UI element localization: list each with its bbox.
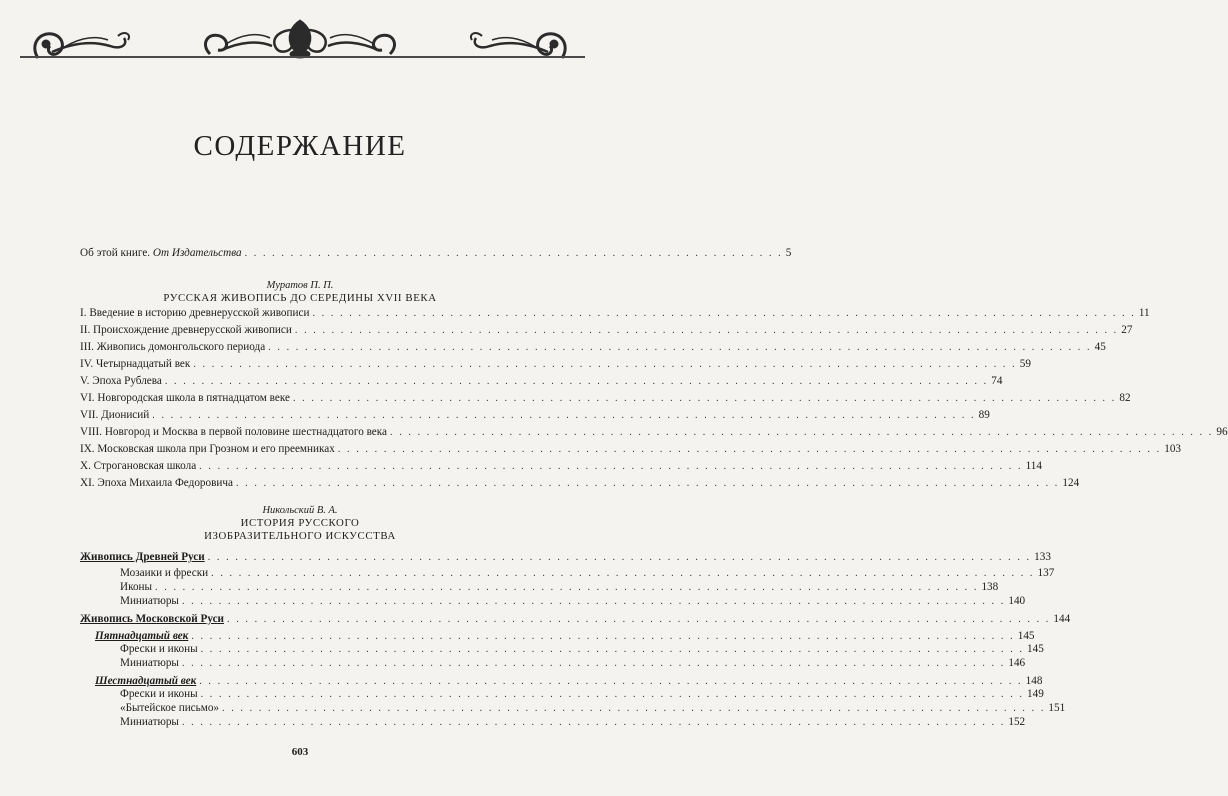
- toc-entry-page: 144: [1053, 613, 1071, 625]
- toc-entry-label: VI. Новгородская школа в пятнадцатом веке: [80, 392, 290, 404]
- toc-entry-page: 145: [1017, 630, 1035, 642]
- toc-entry-page: 133: [1034, 551, 1051, 563]
- leader-dots: . . . . . . . . . . . . . . . . . . . . . . . . . . . . . . . . . . . . . . . . . . . . . . . . . . . . . . . . . . . . . . . . . . . . . . . . . . . . . . . . . . . . . . . . . .: [199, 461, 1023, 472]
- page-number: 603: [291, 746, 309, 758]
- toc-entry-label: Об этой книге. От Издательства: [80, 247, 242, 259]
- toc-entry: [80, 357, 1031, 372]
- toc-entry: [120, 594, 1026, 609]
- page-title: СОДЕРЖАНИЕ: [193, 130, 407, 162]
- toc-entry: [120, 715, 1026, 730]
- toc-entry: [80, 374, 1003, 389]
- toc-entry-label: Миниатюры: [120, 657, 179, 669]
- toc-entry-label: Миниатюры: [120, 595, 179, 607]
- toc-group-heading: [80, 550, 1051, 565]
- toc-entry-page: 151: [1048, 702, 1066, 714]
- toc-entry-page: 96: [1216, 426, 1228, 438]
- leader-dots: . . . . . . . . . . . . . . . . . . . . . . . . . . . . . . . . . . . . . . . . . . . . . . . . . . . . . . . . . . . . . . . . . . . . . . . . . . . . . . . . . . . . . . . . . .: [193, 359, 1017, 370]
- toc-entry-page: 148: [1025, 675, 1043, 687]
- toc-entry: [120, 656, 1026, 671]
- leader-dots: . . . . . . . . . . . . . . . . . . . . . . . . . . . . . . . . . . . . . . . . . . . . . . . . . . . . . . . . . . . . . . . . . . . . . . . . . . . . . . . . . . . . . . . . . .: [200, 644, 1025, 655]
- section1-title: РУССКАЯ ЖИВОПИСЬ ДО СЕРЕДИНЫ XVII ВЕКА: [163, 292, 437, 304]
- toc-entry-label: Живопись Древней Руси: [80, 551, 205, 563]
- leader-dots: . . . . . . . . . . . . . . . . . . . . . . . . . . . . . . . . . . . . . . . . . . . . . . . . . . . . . . . . . . . . . . . . . . . . . . . . . . . . . . . . . . . . . . . . . .: [181, 596, 1006, 607]
- toc-entry-page: 11: [1138, 307, 1150, 319]
- leader-dots: . . . . . . . . . . . . . . . . . . . . . . . . . . . . . . . . . . . . . . . . . . . . . . . . . . . . . . . . . . . . . . . . . . . . . . . . . . . . . . . . . . . . . . . . . .: [227, 614, 1051, 625]
- toc-entry: [80, 323, 1133, 338]
- toc-entry-page: 137: [1037, 567, 1055, 579]
- toc-entry-label: X. Строгановская школа: [80, 460, 197, 472]
- toc-entry-page: 45: [1094, 341, 1106, 353]
- toc-entry-label: VIII. Новгород и Москва в первой половине шестнадцатого века: [80, 426, 387, 438]
- leader-dots: . . . . . . . . . . . . . . . . . . . . . . . . . . . . . . . . . . . . . . . . . . . . . . . . . . . . . . . . . . . . . . . . . . . . . . . . . . . . . . . . . . . . . . . . . .: [155, 582, 979, 593]
- toc-entry-intro: [80, 246, 792, 261]
- toc-entry-page: 138: [981, 581, 999, 593]
- toc-entry-page: 82: [1119, 392, 1131, 404]
- toc-entry-page: 146: [1008, 657, 1026, 669]
- toc-entry-label: Иконы: [120, 581, 153, 593]
- leader-dots: . . . . . . . . . . . . . . . . . . . . . . . . . . . . . . . . . . . . . . . . . . . . . . . . . . . . . . . . . . . . . . . . . . . . . . . . . . . . . . . . . . . . . . . . . .: [200, 689, 1025, 700]
- toc-entry: [120, 687, 1044, 702]
- section1-author: Муратов П. П.: [266, 280, 334, 291]
- leader-dots: . . . . . . . . . . . . . . . . . . . . . . . . . . . . . . . . . . . . . . . . . . . . . . . . . . . . . . . . . . . . . . . . . . . . . . . . . . . . . . . . . . . . . . . . . .: [181, 658, 1006, 669]
- leader-dots: . . . . . . . . . . . . . . . . . . . . . . . . . . . . . . . . . . . . . . . . . . . . . . . . . . . . . . . . . . . . . . . . . . . . . . . . . . . . . . . . . . . . . . . . . .: [207, 552, 1032, 563]
- toc-entry-page: 124: [1062, 477, 1080, 489]
- toc-entry: [120, 642, 1044, 657]
- toc-entry: [80, 340, 1106, 355]
- leader-dots: . . . . . . . . . . . . . . . . . . . . . . . . . . . . . . . . . . . . . . . . . . . . . . . . . . . . . . . . . . . . . . . . . . . . . . . . . . . . . . . . . . . . . . . . . .: [152, 410, 976, 421]
- toc-entry-label: Фрески и иконы: [120, 688, 198, 700]
- leader-dots: . . . . . . . . . . . . . . . . . . . . . . . . . . . . . . . . . . . . . . . . . . . . . . . . . . . . . . . . . . . . . . . . . . . . . . . . . . . . . . . . . . . . . . . . . .: [312, 308, 1136, 319]
- leader-dots: . . . . . . . . . . . . . . . . . . . . . . . . . . . . . . . . . . . . . . . . . . . . . . . . . . . . . . . . . . . . . . . . . . . . . . . . . . . . . . . . . . . . . . . . . .: [294, 325, 1119, 336]
- toc-entry-label: IV. Четырнадцатый век: [80, 358, 191, 370]
- toc-entry-label: Пятнадцатый век: [95, 630, 189, 642]
- toc-entry-page: 140: [1008, 595, 1026, 607]
- leader-dots: . . . . . . . . . . . . . . . . . . . . . . . . . . . . . . . . . . . . . . . . . . . . . . . . . . . . . . . . . . . . . . . . . . . . . . . . . . . . . . . . . . . . . . . . . .: [181, 717, 1006, 728]
- toc-entry-label: Фрески и иконы: [120, 643, 198, 655]
- section2-title-line1: ИСТОРИЯ РУССКОГО: [240, 517, 360, 529]
- header-rule: [20, 56, 585, 58]
- toc-entry-page: 149: [1027, 688, 1044, 700]
- toc-entry-label: III. Живопись домонгольского периода: [80, 341, 266, 353]
- toc-entry-page: 89: [978, 409, 990, 421]
- toc-entry: [80, 306, 1150, 321]
- toc-entry: [80, 408, 990, 423]
- leader-dots: . . . . . . . . . . . . . . . . . . . . . . . . . . . . . . . . . . . . . . . . . . . . . . . . . . . . . . . . . . . . . . . . . . . . . . . . . . . . . . . . . . . . . . . . . .: [390, 427, 1214, 438]
- toc-entry-page: 152: [1008, 716, 1026, 728]
- toc-entry: [120, 701, 1066, 716]
- toc-entry: [80, 425, 1228, 440]
- toc-entry-page: 114: [1025, 460, 1042, 472]
- toc-entry: [80, 459, 1042, 474]
- toc-entry-label: II. Происхождение древнерусской живописи: [80, 324, 292, 336]
- toc-entry-label: V. Эпоха Рублева: [80, 375, 162, 387]
- toc-entry-page: 59: [1019, 358, 1031, 370]
- leader-dots: . . . . . . . . . . . . . . . . . . . . . . . . . . . . . . . . . . . . . . . . . . . . . . . . . . . . . . . . . . . . . . . . . . . . . . . . . . . . . . . . . . . . . . . . . .: [191, 631, 1015, 642]
- header-ornament: [0, 0, 600, 80]
- leader-dots: . . . . . . . . . . . . . . . . . . . . . . . . . . . . . . . . . . . . . . . . . . . . . . . . . . . . . . . . . . . . . . . . . . . . . . . . . . . . . . . . . . . . . . . . . .: [292, 393, 1117, 404]
- toc-entry-label: IX. Московская школа при Грозном и его преемниках: [80, 443, 335, 455]
- toc-entry-label: «Бытейское письмо»: [120, 702, 220, 714]
- leader-dots: . . . . . . . . . . . . . . . . . . . . . . . . . . . . . . . . . . . . . . . . . . . . . . . . . . . . . . . . . . .: [244, 248, 783, 259]
- toc-entry: [120, 566, 1055, 581]
- toc-entry-label: Шестнадцатый век: [95, 675, 197, 687]
- toc-entry-label: Живопись Московской Руси: [80, 613, 224, 625]
- toc-group-heading: [80, 612, 1071, 627]
- leader-dots: . . . . . . . . . . . . . . . . . . . . . . . . . . . . . . . . . . . . . . . . . . . . . . . . . . . . . . . . . . . . . . . . . . . . . . . . . . . . . . . . . . . . . . . . . .: [235, 478, 1060, 489]
- toc-entry-label: VII. Дионисий: [80, 409, 150, 421]
- leader-dots: . . . . . . . . . . . . . . . . . . . . . . . . . . . . . . . . . . . . . . . . . . . . . . . . . . . . . . . . . . . . . . . . . . . . . . . . . . . . . . . . . . . . . . . . . .: [268, 342, 1092, 353]
- toc-entry-page: 103: [1164, 443, 1182, 455]
- toc-entry-page: 5: [785, 247, 792, 259]
- leader-dots: . . . . . . . . . . . . . . . . . . . . . . . . . . . . . . . . . . . . . . . . . . . . . . . . . . . . . . . . . . . . . . . . . . . . . . . . . . . . . . . . . . . . . . . . . .: [337, 444, 1162, 455]
- toc-entry-page: 27: [1121, 324, 1133, 336]
- leader-dots: . . . . . . . . . . . . . . . . . . . . . . . . . . . . . . . . . . . . . . . . . . . . . . . . . . . . . . . . . . . . . . . . . . . . . . . . . . . . . . . . . . . . . . . . . .: [222, 703, 1046, 714]
- toc-entry: [80, 391, 1131, 406]
- toc-entry-label: I. Введение в историю древнерусской живописи: [80, 307, 310, 319]
- toc-entry: [120, 580, 999, 595]
- leader-dots: . . . . . . . . . . . . . . . . . . . . . . . . . . . . . . . . . . . . . . . . . . . . . . . . . . . . . . . . . . . . . . . . . . . . . . . . . . . . . . . . . . . . . . . . . .: [164, 376, 989, 387]
- toc-entry: [80, 476, 1080, 491]
- section2-author: Никольский В. А.: [262, 505, 338, 516]
- toc-entry-label: Миниатюры: [120, 716, 179, 728]
- leader-dots: . . . . . . . . . . . . . . . . . . . . . . . . . . . . . . . . . . . . . . . . . . . . . . . . . . . . . . . . . . . . . . . . . . . . . . . . . . . . . . . . . . . . . . . . . .: [199, 676, 1023, 687]
- toc-entry: [80, 442, 1182, 457]
- toc-entry-label: XI. Эпоха Михаила Федоровича: [80, 477, 233, 489]
- section2-title-line2: ИЗОБРАЗИТЕЛЬНОГО ИСКУССТВА: [204, 530, 396, 542]
- toc-entry-page: 74: [991, 375, 1003, 387]
- toc-entry-page: 145: [1027, 643, 1044, 655]
- toc-entry-label: Мозаики и фрески: [120, 567, 209, 579]
- leader-dots: . . . . . . . . . . . . . . . . . . . . . . . . . . . . . . . . . . . . . . . . . . . . . . . . . . . . . . . . . . . . . . . . . . . . . . . . . . . . . . . . . . . . . . . . . .: [211, 568, 1035, 579]
